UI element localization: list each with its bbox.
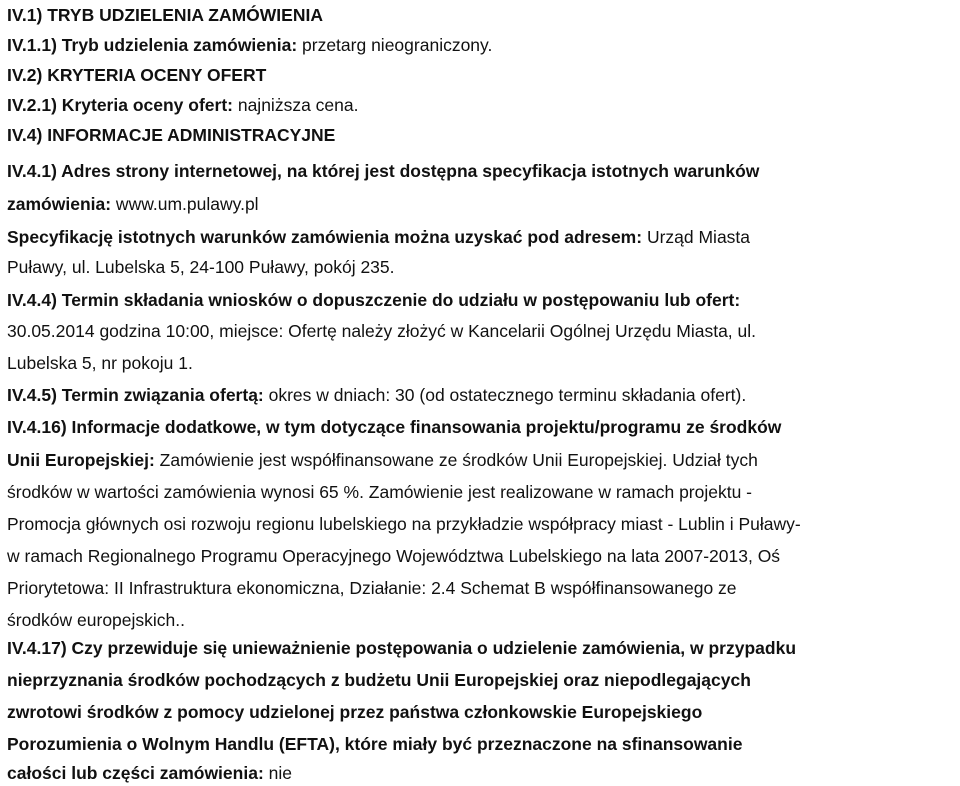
text-line: zwrotowi środków z pomocy udzielonej przez państwa członkowskie Europejskiego xyxy=(7,702,703,722)
text-line: Promocja głównych osi rozwoju regionu lubelskiego na przykładzie współpracy miast - Lublin i Puławy- xyxy=(7,514,801,534)
text-line: środków europejskich.. xyxy=(7,610,185,630)
text-line: całości lub części zamówienia: nie xyxy=(7,763,292,783)
text-line: IV.4.1) Adres strony internetowej, na której jest dostępna specyfikacja istotnych warunków xyxy=(7,161,760,181)
text-line: Unii Europejskiej: Zamówienie jest współfinansowane ze środków Unii Europejskiej. Udział tych xyxy=(7,450,758,470)
text-line: Puławy, ul. Lubelska 5, 24-100 Puławy, pokój 235. xyxy=(7,257,395,277)
text-line: IV.2.1) Kryteria oceny ofert: najniższa cena. xyxy=(7,95,359,115)
text-line: w ramach Regionalnego Programu Operacyjnego Województwa Lubelskiego na lata 2007-2013, Oś xyxy=(7,546,781,566)
section-heading-tryb: IV.1) TRYB UDZIELENIA ZAMÓWIENIA xyxy=(7,5,323,25)
text-line: Porozumienia o Wolnym Handlu (EFTA), które miały być przeznaczone na sfinansowanie xyxy=(7,734,743,754)
text-line: IV.4.5) Termin związania ofertą: okres w dniach: 30 (od ostatecznego terminu składania ofert). xyxy=(7,385,747,405)
text-line: Priorytetowa: II Infrastruktura ekonomiczna, Działanie: 2.4 Schemat B współfinansowanego ze xyxy=(7,578,737,598)
text-line: IV.1.1) Tryb udzielenia zamówienia: przetarg nieograniczony. xyxy=(7,35,493,55)
text-line: nieprzyznania środków pochodzących z budżetu Unii Europejskiej oraz niepodlegających xyxy=(7,670,751,690)
text-line: 30.05.2014 godzina 10:00, miejsce: Ofertę należy złożyć w Kancelarii Ogólnej Urzędu Miasta, ul. xyxy=(7,321,757,341)
section-heading-kryteria: IV.2) KRYTERIA OCENY OFERT xyxy=(7,65,267,85)
text-line: IV.4.17) Czy przewiduje się unieważnienie postępowania o udzielenie zamówienia, w przypadku xyxy=(7,638,797,658)
section-heading-informacje: IV.4) INFORMACJE ADMINISTRACYJNE xyxy=(7,125,336,145)
text-line: IV.4.16) Informacje dodatkowe, w tym dotyczące finansowania projektu/programu ze środków xyxy=(7,417,782,437)
text-line: środków w wartości zamówienia wynosi 65 %. Zamówienie jest realizowane w ramach projektu - xyxy=(7,482,753,502)
text-line: Specyfikację istotnych warunków zamówienia można uzyskać pod adresem: Urząd Miasta xyxy=(7,227,751,247)
text-line: Lubelska 5, nr pokoju 1. xyxy=(7,353,193,373)
text-line: zamówienia: www.um.pulawy.pl xyxy=(7,194,259,214)
text-line: IV.4.4) Termin składania wniosków o dopuszczenie do udziału w postępowaniu lub ofert: xyxy=(7,290,741,310)
